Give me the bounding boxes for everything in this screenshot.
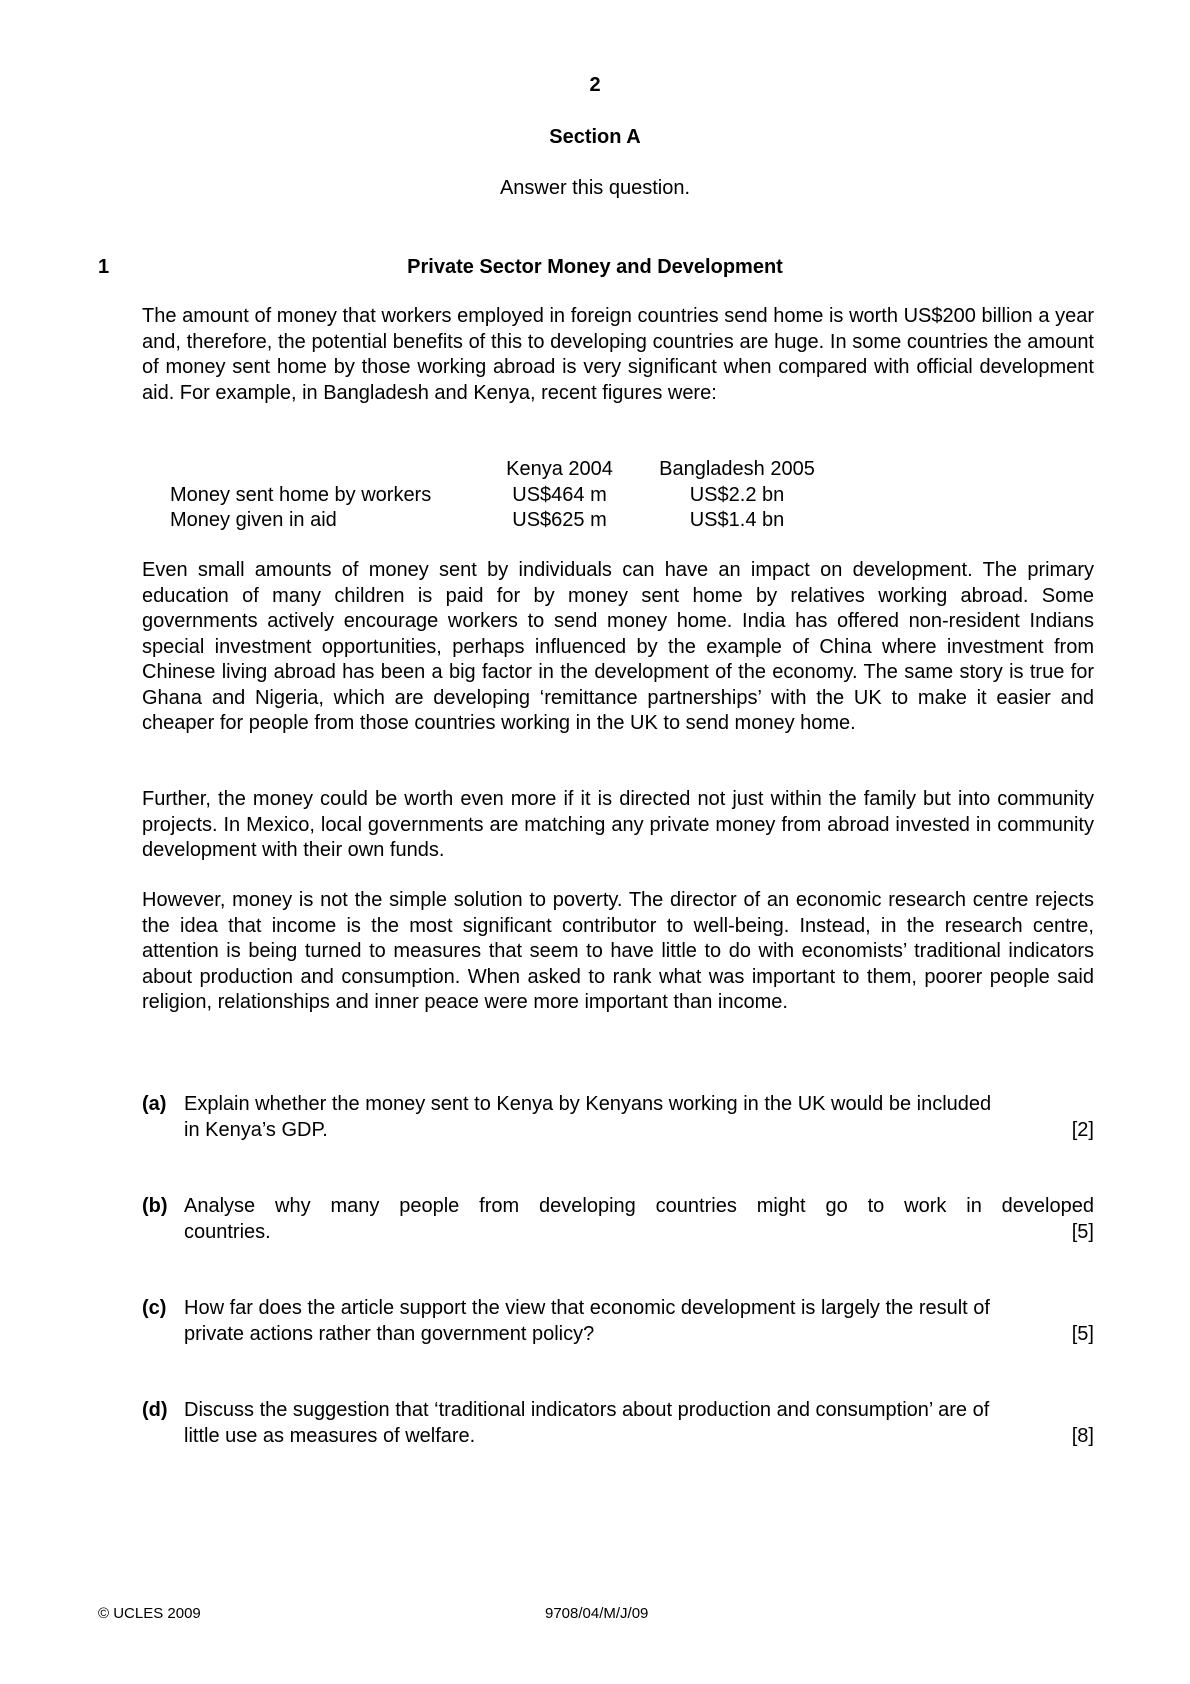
paragraph-2: Even small amounts of money sent by individuals can have an impact on development. The primary education of many children is paid for by money sent home by relatives working abroad. Some governments actively encourage workers to send money home. India has offered non-resident Indians special investment opportunities, perhaps influenced by the example of China where investment from Chinese living abroad has been a big factor in the development of the economy. The same story is true for Ghana and Nigeria, which are developing ‘remittance partnerships’ with the UK to make it easier and cheaper for people from those countries working in the UK to send money home. xyxy=(142,559,1094,734)
table-cell: Money given in aid xyxy=(170,509,337,531)
part-label: (b) xyxy=(142,1195,168,1217)
part-text-line-1: Analyse why many people from developing countries might go to work in developed xyxy=(184,1195,1094,1217)
part-label: (c) xyxy=(142,1297,167,1319)
paragraph-4: However, money is not the simple solution to poverty. The director of an economic research centre rejects the idea that income is the most significant contributor to well-being. Instead, in the research centre, attention is being turned to measures that seem to have little to do with economists’ traditional indicators about production and consumption. When asked to rank what was important to them, poorer people said religion, relationships and inner peace were more important than income. xyxy=(142,889,1094,1013)
part-text-line-2: private actions rather than government policy? xyxy=(184,1322,595,1345)
question-title: Private Sector Money and Development xyxy=(407,256,783,278)
part-marks: [8] xyxy=(1071,1424,1094,1447)
table-cell: Money sent home by workers xyxy=(170,483,432,506)
part-text-line-1: Explain whether the money sent to Kenya by Kenyans working in the UK would be included xyxy=(184,1093,992,1115)
part-text-line-2: countries. xyxy=(184,1220,271,1243)
footer-copyright: © UCLES 2009 xyxy=(98,1605,201,1622)
part-text-line-1: How far does the article support the view that economic development is largely the result of xyxy=(184,1297,990,1319)
instruction-text: Answer this question. xyxy=(499,177,691,199)
part-label: (d) xyxy=(142,1399,168,1421)
question-part-b xyxy=(142,1194,1094,1246)
table-cell: US$1.4 bn xyxy=(689,509,785,531)
table-row xyxy=(170,508,837,534)
table-header-cell: Bangladesh 2005 xyxy=(659,458,815,480)
table-cell: US$625 m xyxy=(512,509,607,531)
table-row xyxy=(170,483,837,509)
part-label: (a) xyxy=(142,1093,167,1115)
question-part-d xyxy=(142,1398,1094,1450)
table-cell: US$2.2 bn xyxy=(689,483,785,506)
table-header-row xyxy=(170,457,837,483)
question-part-a xyxy=(142,1092,1094,1144)
part-marks: [5] xyxy=(1071,1322,1094,1345)
question-part-c xyxy=(142,1296,1094,1348)
footer-paper-code: 9708/04/M/J/09 xyxy=(545,1605,649,1622)
paragraph-1: The amount of money that workers employed in foreign countries send home is worth US$200 billion a year and, therefore, the potential benefits of this to developing countries are huge. In some countries the amount of money sent home by those working abroad is very significant when compared with official development aid. For example, in Bangladesh and Kenya, recent figures were: xyxy=(142,305,1094,404)
table-header-cell: Kenya 2004 xyxy=(506,458,613,480)
part-text-line-1: Discuss the suggestion that ‘traditional indicators about production and consumption’ are of xyxy=(184,1399,990,1421)
remittance-table xyxy=(170,457,837,534)
page-number: 2 xyxy=(589,74,601,96)
table-header-cell xyxy=(170,457,482,483)
section-title: Section A xyxy=(549,126,641,148)
table-cell: US$464 m xyxy=(512,483,607,506)
part-text-line-2: little use as measures of welfare. xyxy=(184,1424,476,1447)
part-marks: [2] xyxy=(1071,1118,1094,1141)
paragraph-3: Further, the money could be worth even more if it is directed not just within the family but into community projects. In Mexico, local governments are matching any private money from abroad invested in community development with their own funds. xyxy=(142,788,1094,861)
part-text-line-2: in Kenya’s GDP. xyxy=(184,1118,328,1141)
question-number: 1 xyxy=(98,256,110,278)
part-marks: [5] xyxy=(1071,1220,1094,1243)
